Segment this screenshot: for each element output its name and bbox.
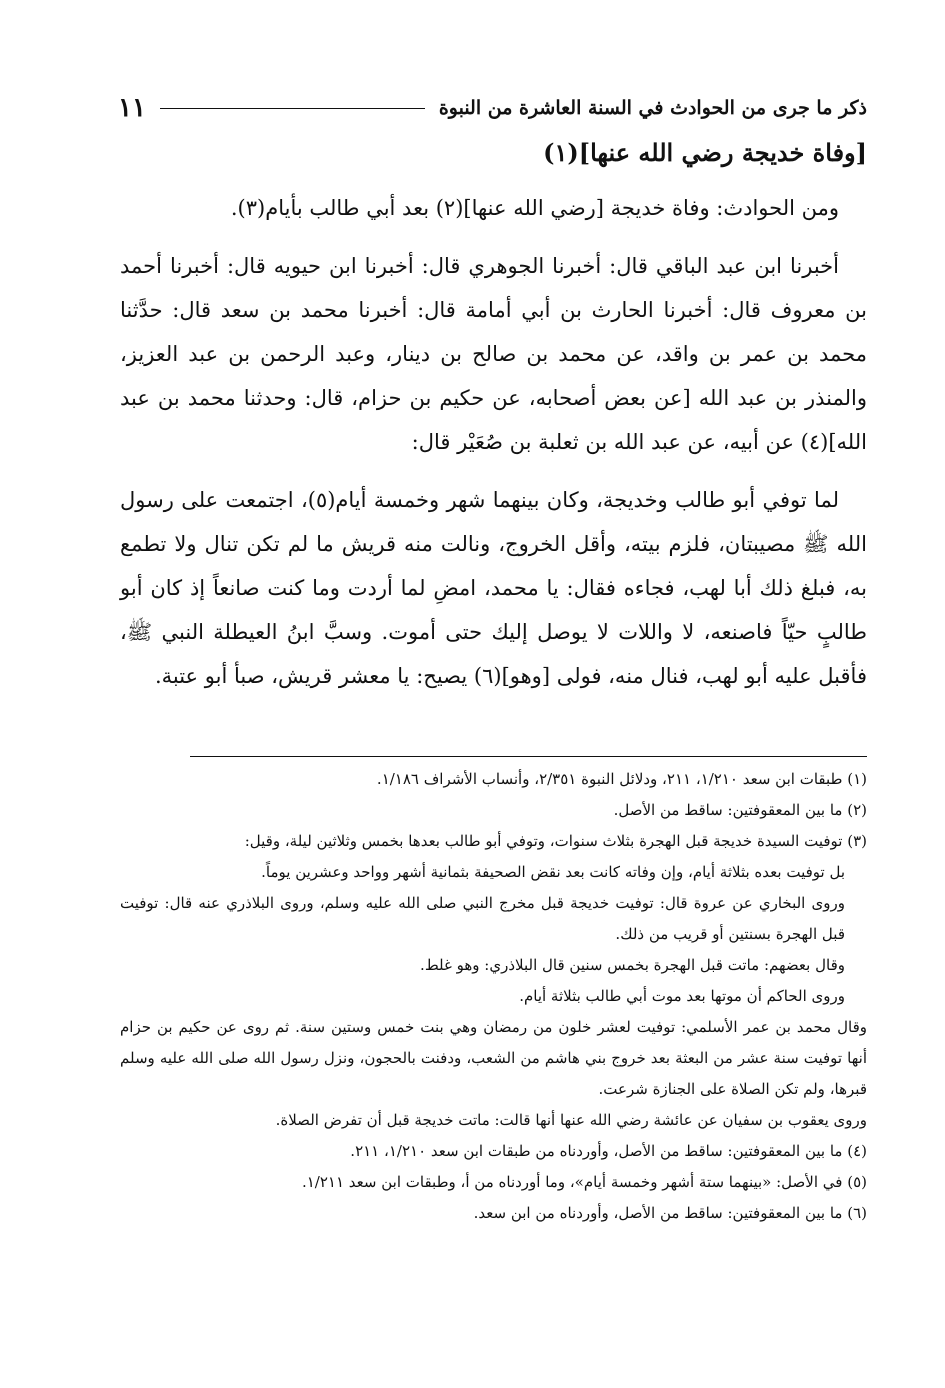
paragraph-isnad: أخبرنا ابن عبد الباقي قال: أخبرنا الجوهري قال: أخبرنا ابن حيويه قال: أخبرنا أحمد بن معروف قال: أخبرنا الحارث بن أبي أمامة قال: أخبرنا محمد بن سعد قال: حدَّثنا محمد بن عمر بن واقد، عن محمد بن صالح بن دينار، وعبد الرحمن بن عبد العزيز، والمنذر بن عبد الله [عن بعض أصحابه، عن حكيم بن حزام، قال: وحدثنا محمد بن عبد الله](٤) عن أبيه، عن عبد الله بن ثعلبة بن صُعَيْر قال: bbox=[120, 254, 867, 454]
paragraph-narration: لما توفي أبو طالب وخديجة، وكان بينهما شهر وخمسة أيام(٥)، اجتمعت على رسول الله ﷺ مصيبتان، فلزم بيته، وأقل الخروج، ونالت منه قريش ما لم تكن تنال ولا تطمع به، فبلغ ذلك أبا لهب، فجاءه فقال: يا محمد، امضِ لما أردت وما كنت صانعاً إذ كان أبو طالبٍ حيّاً فاصنعه، لا واللات لا يوصل إليك حتى أموت. وسبَّ ابنُ العيطلة النبي ﷺ، فأقبل عليه أبو لهب، فنال منه، فولى [وهو](٦) يصيح: يا معشر قريش، صبأ أبو عتبة. bbox=[120, 488, 867, 688]
footnote-4: (٤) ما بين المعقوفتين: ساقط من الأصل، وأوردناه من طبقات ابن سعد ١/٢١٠، ٢١١. bbox=[350, 1142, 867, 1160]
footnotes bbox=[120, 764, 867, 1229]
footnote-3-bukhari: وروى البخاري عن عروة قال: توفيت خديجة قبل مخرج النبي صلى الله عليه وسلم، وروى البلاذري عنه قال: توفيت قبل الهجرة بسنتين أو قريب من ذلك. bbox=[120, 894, 845, 943]
footnote-2: (٢) ما بين المعقوفتين: ساقط من الأصل. bbox=[613, 801, 867, 819]
footnote-3-continued: بل توفيت بعده بثلاثة أيام، وإن وفاته كانت بعد نقض الصحيفة بثمانية أشهر وواحد وعشرين يوماً. bbox=[261, 863, 845, 881]
main-text bbox=[120, 186, 867, 712]
footnote-6: (٦) ما بين المعقوفتين: ساقط من الأصل، وأوردناه من ابن سعد. bbox=[473, 1204, 867, 1222]
footnote-divider bbox=[190, 756, 867, 757]
header-title: ذكر ما جرى من الحوادث في السنة العاشرة من النبوة bbox=[438, 97, 867, 119]
paragraph-events: ومن الحوادث: وفاة خديجة [رضي الله عنها](٢) بعد أبي طالب بأيام(٣). bbox=[230, 196, 839, 220]
section-title: [وفاة خديجة رضي الله عنها](١) bbox=[543, 138, 867, 167]
footnote-5: (٥) في الأصل: «بينهما ستة أشهر وخمسة أيام»، وما أوردناه من أ، وطبقات ابن سعد ١/٢١١. bbox=[301, 1173, 867, 1191]
footnote-3-yaqub: وروى يعقوب بن سفيان عن عائشة رضي الله عنها أنها قالت: ماتت خديجة قبل أن تفرض الصلاة. bbox=[275, 1111, 867, 1129]
running-header bbox=[118, 88, 867, 128]
footnote-3: (٣) توفيت السيدة خديجة قبل الهجرة بثلاث سنوات، وتوفي أبو طالب بعدها بخمس وثلاثين ليلة، وقيل: bbox=[244, 832, 867, 850]
page-number: ١١ bbox=[118, 93, 146, 123]
footnote-1: (١) طبقات ابن سعد ١/٢١٠، ٢١١، ودلائل النبوة ٢/٣٥١، وأنساب الأشراف ١/١٨٦. bbox=[376, 770, 867, 788]
header-rule bbox=[160, 108, 425, 109]
footnote-3-aslami: وقال محمد بن عمر الأسلمي: توفيت لعشر خلون من رمضان وهي بنت خمس وستين سنة. ثم روى عن حكيم بن حزام أنها توفيت سنة عشر من البعثة بعد خروج بني هاشم من الشعب، ودفنت بالحجون، ونزل رسول الله صلى الله عليه وسلم قبرها، ولم تكن الصلاة على الجنازة شرعت. bbox=[120, 1018, 867, 1098]
footnote-3-hakim: وروى الحاكم أن موتها بعد موت أبي طالب بثلاثة أيام. bbox=[519, 987, 845, 1005]
footnote-3-others: وقال بعضهم: ماتت قبل الهجرة بخمس سنين قال البلاذري: وهو غلط. bbox=[420, 956, 845, 974]
